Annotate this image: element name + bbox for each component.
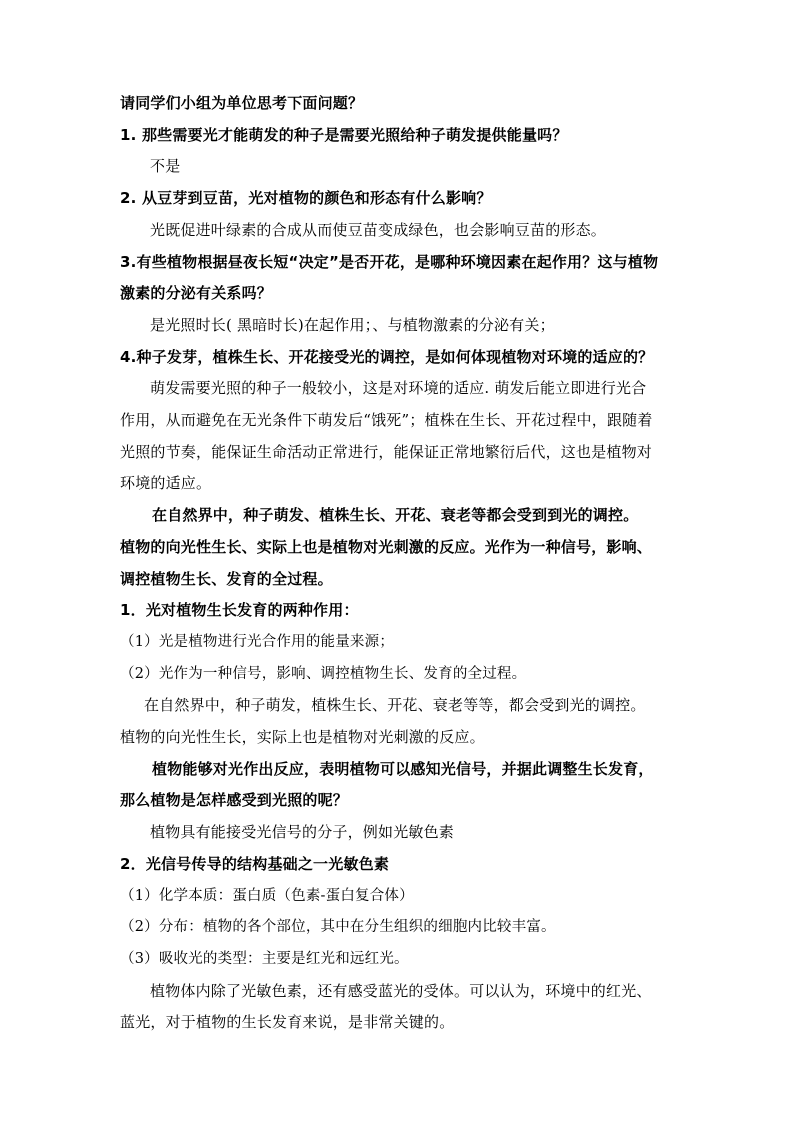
question-4: 4.种子发芽，植株生长、开花接受光的调控，是如何体现植物对环境的适应的？	[120, 347, 654, 366]
section-2-item-3: （3）吸收光的类型：主要是红光和远红光。	[120, 950, 409, 967]
perception-answer: 植物具有能接受光信号的分子，例如光敏色素	[150, 823, 455, 842]
section-2-item-1: （1）化学本质：蛋白质（色素-蛋白复合体）	[120, 887, 414, 904]
perception-question-line-2: 那么植物是怎样感受到光照的呢？	[120, 791, 349, 810]
answer-4-line-4: 环境的适应。	[120, 474, 212, 493]
discussion-prompt: 请同学们小组为单位思考下面问题？	[120, 94, 364, 112]
question-1: 1. 那些需要光才能萌发的种子是需要光照给种子萌发提供能量吗？	[120, 125, 568, 144]
answer-4-line-3: 光照的节奏，能保证生命活动正常进行，能保证正常地繁衍后代，这也是植物对	[120, 442, 653, 461]
summary-line-3: 调控植物生长、发育的全过程。	[120, 569, 333, 588]
answer-2: 光既促进叶绿素的合成从而使豆苗变成绿色，也会影响豆苗的形态。	[150, 220, 607, 239]
section-1-note-line-2: 植物的向光性生长，实际上也是植物对光刺激的反应。	[120, 728, 485, 747]
document-body	[120, 88, 680, 1039]
summary-line-1: 在自然界中，种子萌发、植株生长、开花、衰老等都会受到到光的调控。	[152, 506, 639, 525]
closing-line-1: 植物体内除了光敏色素，还有感受蓝光的受体。可以认为，环境中的红光、	[150, 981, 652, 1000]
answer-4-line-2: 作用，从而避免在无光条件下萌发后“饿死”；植株在生长、开花过程中，跟随着	[120, 411, 653, 430]
section-1-item-2: （2）光作为一种信号，影响、调控植物生长、发育的全过程。	[120, 665, 527, 682]
perception-question-line-1: 植物能够对光作出反应，表明植物可以感知光信号，并据此调整生长发育，	[152, 759, 654, 778]
summary-line-2: 植物的向光性生长、实际上也是植物对光刺激的反应。光作为一种信号，影响、	[120, 537, 653, 556]
question-3-line-1: 3.有些植物根据昼夜长短“决定”是否开花，是哪种环境因素在起作用？这与植物	[120, 252, 659, 271]
section-1-item-1: （1）光是植物进行光合作用的能量来源；	[120, 633, 395, 650]
section-2-item-2: （2）分布：植物的各个部位，其中在分生组织的细胞内比较丰富。	[120, 919, 556, 936]
section-1-note-line-1: 在自然界中，种子萌发，植株生长、开花、衰老等等，都会受到光的调控。	[144, 696, 646, 715]
question-2: 2. 从豆芽到豆苗，光对植物的颜色和形态有什么影响？	[120, 189, 492, 208]
answer-4-line-1: 萌发需要光照的种子一般较小，这是对环境的适应. 萌发后能立即进行光合	[150, 379, 647, 398]
section-2-heading: 2．光信号传导的结构基础之一光敏色素	[120, 854, 390, 873]
section-1-heading: 1．光对植物生长发育的两种作用：	[120, 601, 359, 620]
closing-line-2: 蓝光，对于植物的生长发育来说，是非常关键的。	[120, 1013, 455, 1032]
question-3-line-2: 激素的分泌有关系吗？	[120, 284, 273, 303]
answer-3: 是光照时长( 黑暗时长)在起作用；、与植物激素的分泌有关；	[150, 315, 555, 334]
answer-1: 不是	[150, 157, 181, 176]
